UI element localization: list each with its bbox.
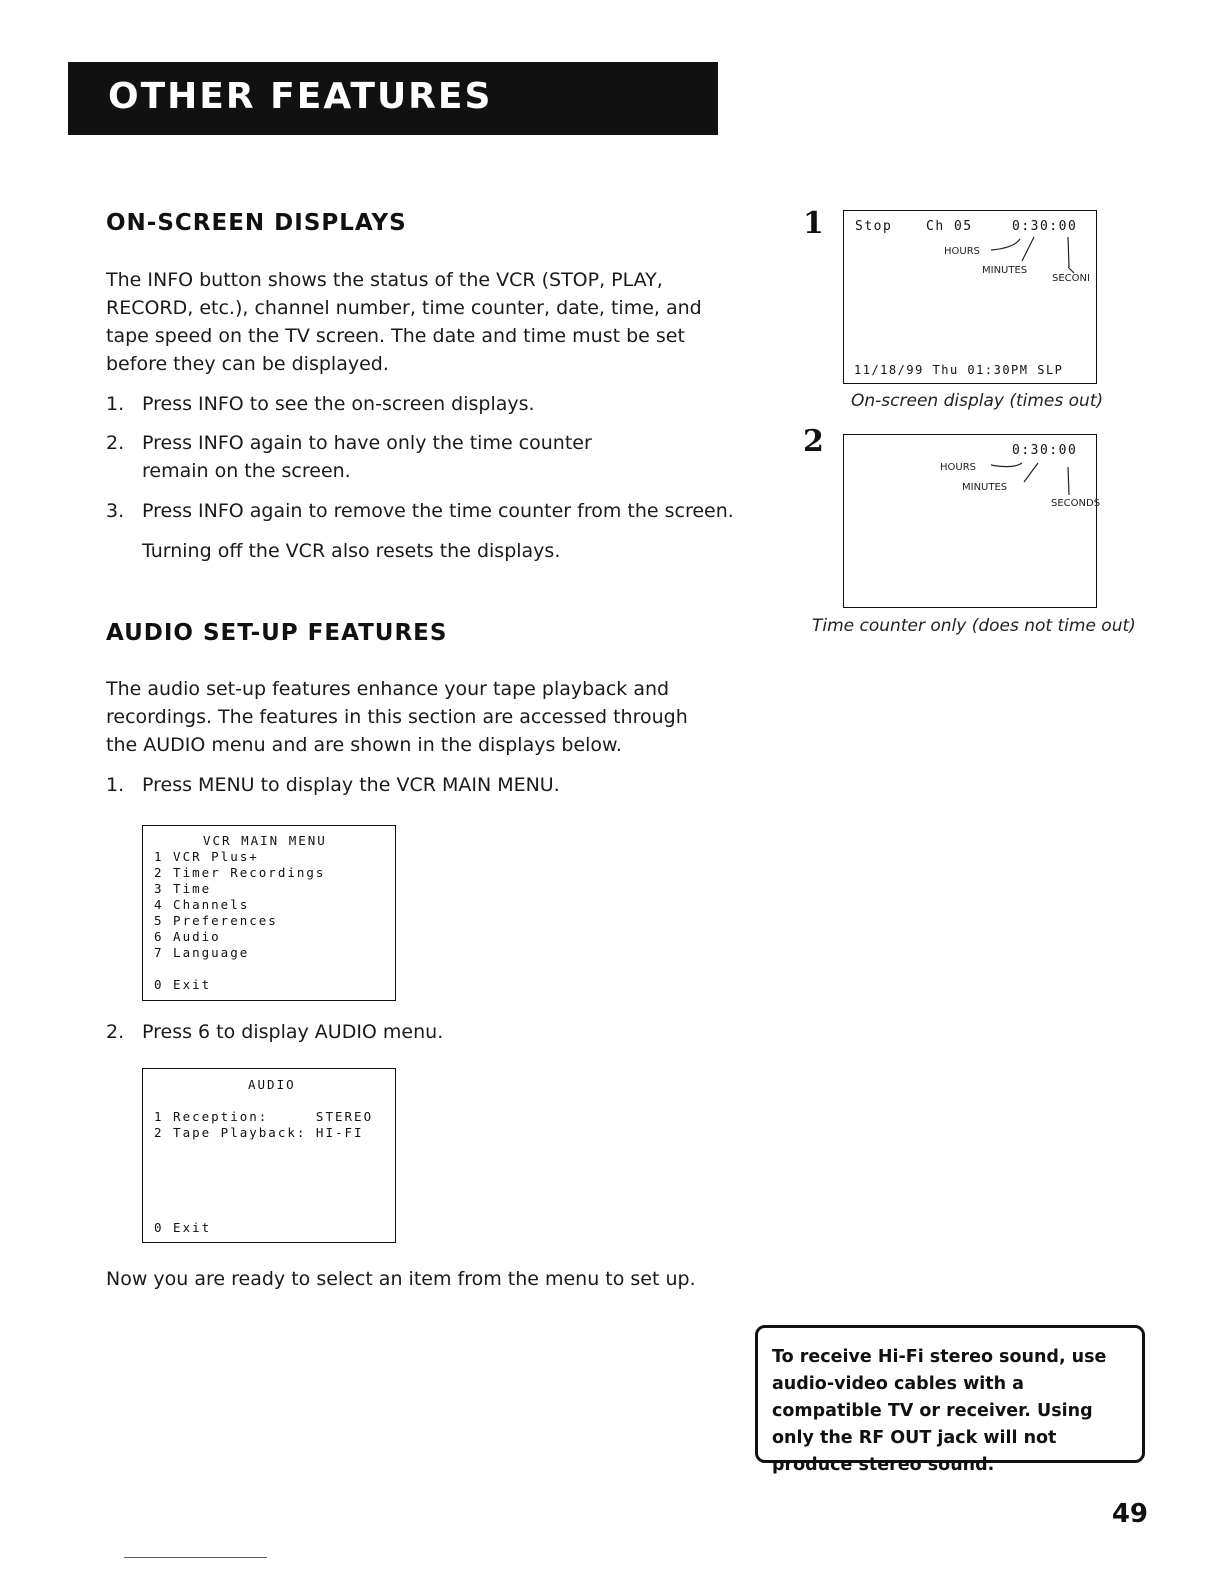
vcr-main-menu-display: [142, 825, 396, 1001]
menu-item: 3 Time: [154, 881, 212, 896]
step-number: 3.: [106, 500, 125, 522]
time-counter: 0:30:00: [1012, 219, 1078, 234]
on-screen-heading: ON-SCREEN DISPLAYS: [106, 210, 407, 236]
step-number: 1.: [106, 393, 125, 415]
vcr-status: Stop: [855, 219, 893, 234]
menu-item: 2 Timer Recordings: [154, 865, 326, 880]
step-number: 2.: [106, 432, 125, 454]
reset-note: Turning off the VCR also resets the displays.: [142, 540, 561, 562]
minutes-label: MINUTES: [962, 482, 1008, 493]
menu-title: VCR MAIN MENU: [203, 833, 327, 848]
page-number: 49: [1111, 1499, 1148, 1529]
audio-step-2: [106, 1018, 726, 1046]
on-screen-step-1: [106, 390, 726, 418]
audio-step-1: [106, 771, 726, 799]
counter-pointer-lines: [844, 211, 1096, 383]
menu-item: 4 Channels: [154, 897, 250, 912]
hours-label: HOURS: [944, 246, 981, 257]
audio-intro: The audio set-up features enhance your tape playback and recordings. The features in this section are accessed through the AUDIO menu and are shown in the displays below.: [106, 678, 688, 756]
hifi-note-box: [755, 1325, 1145, 1475]
menu-item: 1 Reception: STEREO: [154, 1109, 374, 1124]
audio-outro: Now you are ready to select an item from the menu to set up.: [106, 1268, 696, 1290]
section-banner: [68, 62, 718, 135]
on-screen-intro: The INFO button shows the status of the VCR (STOP, PLAY, RECORD, etc.), channel number, time counter, date, time, and tape speed on the TV screen. The date and time must be set before they can be displayed.: [106, 269, 702, 375]
menu-exit: 0 Exit: [154, 977, 212, 992]
audio-menu-display: [142, 1068, 396, 1243]
menu-item: 5 Preferences: [154, 913, 278, 928]
step-text: Press INFO to see the on-screen displays.: [142, 393, 535, 415]
screen-2-caption: Time counter only (does not time out): [812, 616, 1136, 636]
menu-item: 2 Tape Playback: HI-FI: [154, 1125, 364, 1140]
hours-label: HOURS: [940, 462, 977, 473]
menu-item: 7 Language: [154, 945, 250, 960]
step-text: Press MENU to display the VCR MAIN MENU.: [142, 774, 560, 796]
time-counter: 0:30:00: [1012, 443, 1078, 458]
step-text: Press INFO again to have only the time counter remain on the screen.: [142, 432, 592, 482]
screen-2-display: [843, 434, 1101, 608]
hifi-note-text: To receive Hi-Fi stereo sound, use audio-video cables with a compatible TV or receiver. Using only the RF OUT jack will not produce stereo sound.: [772, 1347, 1107, 1475]
menu-item: 6 Audio: [154, 929, 221, 944]
screen-2-number: 2: [803, 424, 824, 459]
screen-1-number: 1: [803, 206, 824, 241]
menu-title: AUDIO: [248, 1077, 296, 1092]
step-number: 1.: [106, 774, 125, 796]
page-title: OTHER FEATURES: [108, 76, 493, 117]
minutes-label: MINUTES: [982, 265, 1028, 276]
screen-1-display: [843, 210, 1097, 384]
menu-item: 1 VCR Plus+: [154, 849, 259, 864]
date-time-speed: 11/18/99 Thu 01:30PM SLP: [854, 363, 1064, 377]
audio-heading: AUDIO SET-UP FEATURES: [106, 620, 448, 646]
step-number: 2.: [106, 1021, 125, 1043]
screen-1-caption: On-screen display (times out): [851, 391, 1104, 411]
menu-exit: 0 Exit: [154, 1220, 212, 1235]
on-screen-step-2: [106, 429, 726, 485]
footer-rule: [124, 1557, 267, 1558]
on-screen-step-3: [106, 497, 734, 525]
channel-readout: Ch 05: [926, 219, 973, 234]
seconds-label: SECONI: [1052, 273, 1090, 284]
step-text: Press INFO again to remove the time counter from the screen.: [142, 500, 734, 522]
counter-pointer-lines: [844, 435, 1096, 607]
step-text: Press 6 to display AUDIO menu.: [142, 1021, 444, 1043]
seconds-label: SECONDS: [1051, 498, 1101, 509]
